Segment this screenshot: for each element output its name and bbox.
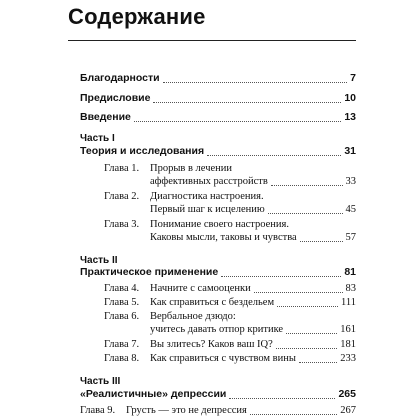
entry-page: 45 bbox=[345, 204, 356, 215]
entry-page: 31 bbox=[344, 145, 356, 157]
chapter-title: Как справиться с бездельем bbox=[150, 297, 275, 308]
leader-dots bbox=[134, 120, 341, 122]
entry-page: 33 bbox=[345, 176, 356, 187]
part-title: «Реалистичные» депрессии bbox=[80, 388, 227, 400]
part-label: Часть I bbox=[80, 133, 115, 144]
entry-page: 265 bbox=[338, 388, 356, 400]
entry-page: 233 bbox=[340, 353, 356, 364]
entry-page: 161 bbox=[340, 324, 356, 335]
entry-page: 10 bbox=[344, 92, 356, 104]
chapter-label: Глава 7. bbox=[104, 339, 140, 350]
page-title: Содержание bbox=[68, 4, 206, 29]
chapter-title-line1: Прорыв в лечении bbox=[150, 163, 232, 174]
part-label: Часть III bbox=[80, 376, 121, 387]
chapter-title-line1: Диагностика настроения. bbox=[150, 191, 264, 202]
leader-dots bbox=[299, 361, 337, 363]
entry-title: Предисловие bbox=[80, 92, 151, 104]
chapter-label: Глава 4. bbox=[104, 283, 140, 294]
entry-page: 81 bbox=[344, 266, 356, 278]
chapter-title-line1: Понимание своего настроения. bbox=[150, 219, 289, 230]
leader-dots bbox=[250, 413, 337, 415]
entry-title: Благодарности bbox=[80, 72, 160, 84]
chapter-title-line2: Первый шаг к исцелению bbox=[150, 204, 265, 215]
chapter-title-line2: Каковы мысли, таковы и чувства bbox=[150, 232, 297, 243]
leader-dots bbox=[207, 154, 341, 156]
leader-dots bbox=[268, 212, 343, 214]
leader-dots bbox=[277, 305, 338, 307]
chapter-label: Глава 8. bbox=[104, 353, 140, 364]
chapter-label: Глава 6. bbox=[104, 311, 140, 322]
entry-page: 13 bbox=[344, 111, 356, 123]
chapter-title-line2: аффективных расстройств bbox=[150, 176, 268, 187]
entry-page: 267 bbox=[340, 405, 356, 416]
chapter-title: Грусть — это не депрессия bbox=[126, 405, 247, 416]
chapter-label: Глава 1. bbox=[104, 163, 140, 174]
leader-dots bbox=[300, 240, 343, 242]
title-divider bbox=[68, 40, 356, 41]
chapter-title: Начните с самооценки bbox=[150, 283, 251, 294]
chapter-title: Как справиться с чувством вины bbox=[150, 353, 296, 364]
chapter-label: Глава 9. bbox=[80, 405, 116, 416]
entry-title: Введение bbox=[80, 111, 131, 123]
leader-dots bbox=[163, 81, 348, 83]
part-title: Практическое применение bbox=[80, 266, 219, 278]
leader-dots bbox=[221, 275, 341, 277]
chapter-title-line2: учитесь давать отпор критике bbox=[150, 324, 284, 335]
entry-page: 83 bbox=[345, 283, 356, 294]
part-title: Теория и исследования bbox=[80, 145, 205, 157]
leader-dots bbox=[153, 101, 341, 103]
leader-dots bbox=[286, 332, 337, 334]
entry-page: 181 bbox=[340, 339, 356, 350]
chapter-label: Глава 5. bbox=[104, 297, 140, 308]
entry-page: 7 bbox=[350, 72, 356, 84]
leader-dots bbox=[229, 397, 335, 399]
leader-dots bbox=[254, 291, 343, 293]
chapter-title: Вы злитесь? Каков ваш IQ? bbox=[150, 339, 273, 350]
leader-dots bbox=[271, 184, 343, 186]
chapter-label: Глава 3. bbox=[104, 219, 140, 230]
chapter-label: Глава 2. bbox=[104, 191, 140, 202]
entry-page: 57 bbox=[345, 232, 356, 243]
entry-page: 111 bbox=[341, 297, 356, 308]
part-label: Часть II bbox=[80, 255, 118, 266]
leader-dots bbox=[276, 347, 337, 349]
chapter-title-line1: Вербальное дзюдо: bbox=[150, 311, 236, 322]
